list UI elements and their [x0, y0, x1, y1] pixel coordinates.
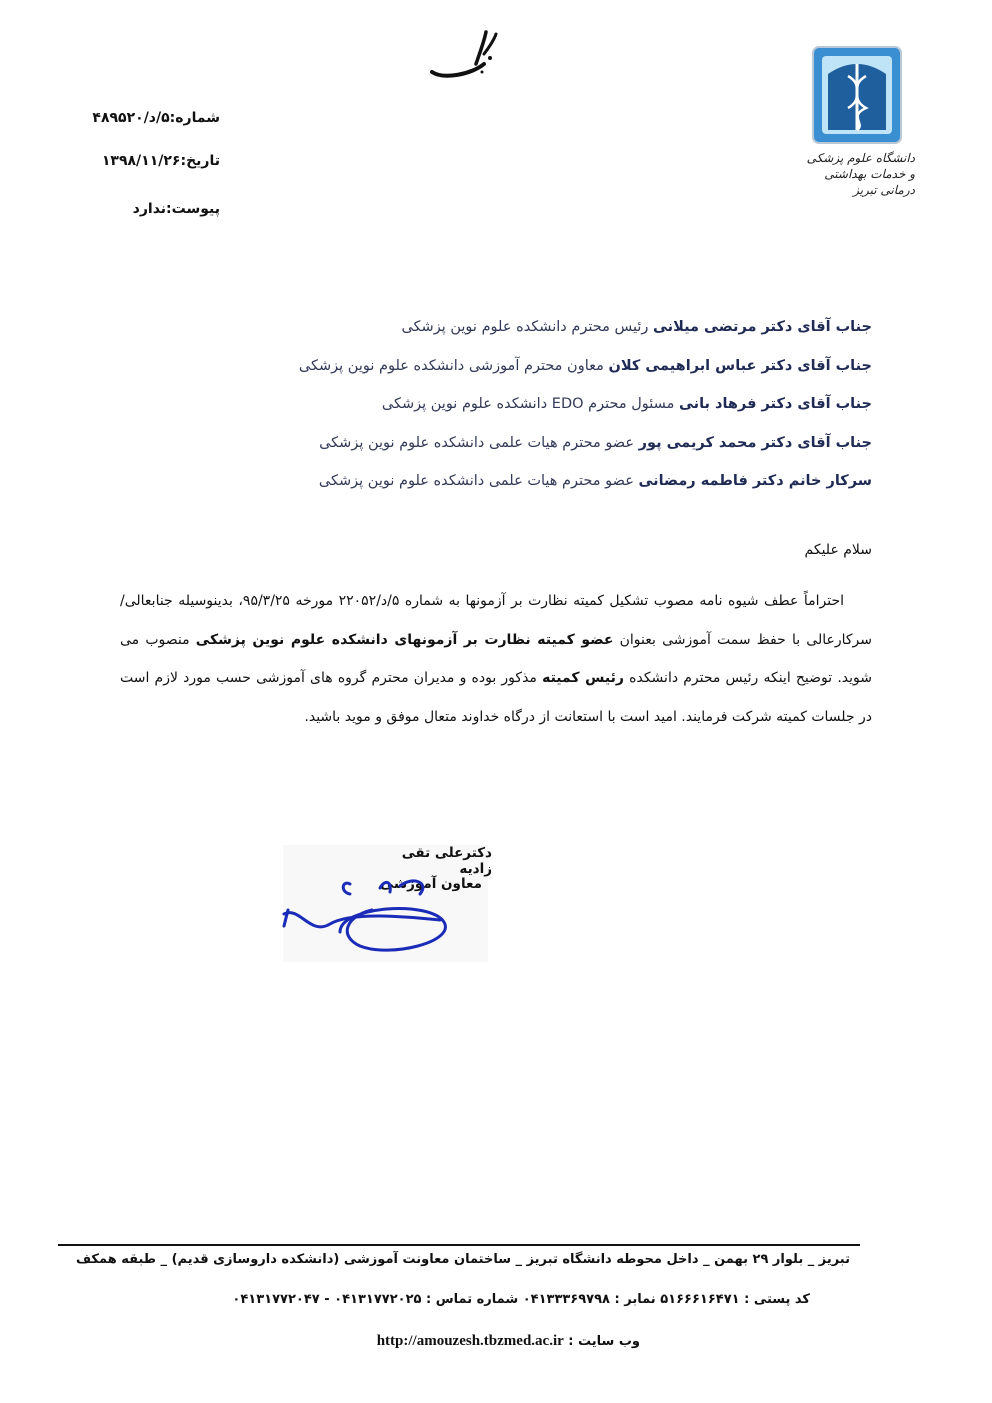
recipient-line — [232, 347, 872, 386]
recipient-role: مسئول محترم EDO دانشکده علوم نوین پزشکی — [381, 396, 679, 412]
recipient-role: معاون محترم آموزشی دانشکده علوم نوین پزشکی — [298, 357, 609, 374]
recipient-line — [232, 308, 872, 347]
letter-number: شماره:۵/د/۴۸۹۵۲۰ — [92, 110, 220, 126]
recipient-line — [232, 424, 872, 463]
handwritten-signature — [280, 866, 460, 962]
body-bold-phrase: رئیس کمیته — [542, 670, 624, 687]
recipient-line — [232, 462, 872, 501]
body-text-part: مذکور بوده و مدیران محترم گروه های آموزشی حسب مورد لازم است در جلسات کمیته شرکت فرمایند. امید است با استعانت از درگاه خداوند متعال موفق و موید باشید. — [120, 670, 872, 726]
body-text-part: منصوب می شوید. توضیح اینکه رئیس محترم دانشکده — [120, 631, 872, 687]
recipient-role: عضو محترم هیات علمی دانشکده علوم نوین پزشکی — [318, 473, 639, 489]
signatory-name: دکترعلی تقی زادیه — [401, 845, 492, 877]
body-text-part: احتراماً عطف شیوه نامه مصوب تشکیل کمیته نظارت بر آزمونها به شماره ۵/د/۲۲۰۵۲ مورخه ۹۵/۳/۲۵، بدینوسیله جنابعالی/سرکارعالی با حفظ سمت آموزشی بعنوان — [120, 593, 872, 648]
recipient-name: جناب آقای دکتر فرهاد بانی — [678, 396, 872, 412]
footer-contacts: کد پستی : ۵۱۶۶۶۱۶۴۷۱ نمابر : ۰۴۱۳۳۳۶۹۷۹۸ شماره تماس : ۰۴۱۳۱۷۷۲۰۲۵ - ۰۴۱۳۱۷۷۲۰۴۷ — [232, 1292, 810, 1307]
footer-address: تبریز _ بلوار ۲۹ بهمن _ داخل محوطه دانشگاه تبریز _ ساختمان معاونت آموزشی (دانشکده داروسازی قدیم) _ طبقه همکف — [75, 1252, 850, 1267]
body-paragraph — [120, 582, 872, 737]
body-bold-phrase: عضو کمیته نظارت بر آزمونهای دانشکده علوم نوین پزشکی — [195, 631, 614, 648]
recipient-name: سرکار خانم دکتر فاطمه رمضانی — [638, 473, 872, 489]
recipient-name: جناب آقای دکتر محمد کریمی پور — [638, 434, 872, 451]
recipient-name: جناب آقای دکتر مرتضی میلانی — [652, 319, 872, 335]
recipient-name: جناب آقای دکتر عباس ابراهیمی کلان — [608, 357, 872, 374]
recipient-line — [232, 385, 872, 424]
university-logo — [812, 46, 902, 144]
greeting: سلام علیکم — [804, 542, 872, 558]
letter-attachment: پیوست:ندارد — [132, 201, 220, 217]
signatory-title: معاون آموزشی — [380, 876, 482, 892]
website-link[interactable]: http://amouzesh.tbzmed.ac.ir — [376, 1333, 564, 1349]
recipients-list — [232, 308, 872, 501]
website-label: وب سایت : — [568, 1334, 640, 1349]
letter-body — [120, 582, 872, 737]
footer-divider — [58, 1244, 860, 1246]
university-name-line2: و خدمات بهداشتی درمانی تبریز — [824, 167, 915, 197]
university-name — [795, 150, 915, 198]
university-name-line1: دانشگاه علوم پزشکی — [806, 151, 915, 165]
recipient-role: رئیس محترم دانشکده علوم نوین پزشکی — [401, 319, 653, 335]
bismillah-calligraphy — [424, 24, 504, 84]
letter-date: تاریخ:۱۳۹۸/۱۱/۲۶ — [101, 153, 220, 169]
recipient-role: عضو محترم هیات علمی دانشکده علوم نوین پزشکی — [319, 434, 639, 451]
footer-website — [320, 1333, 640, 1350]
